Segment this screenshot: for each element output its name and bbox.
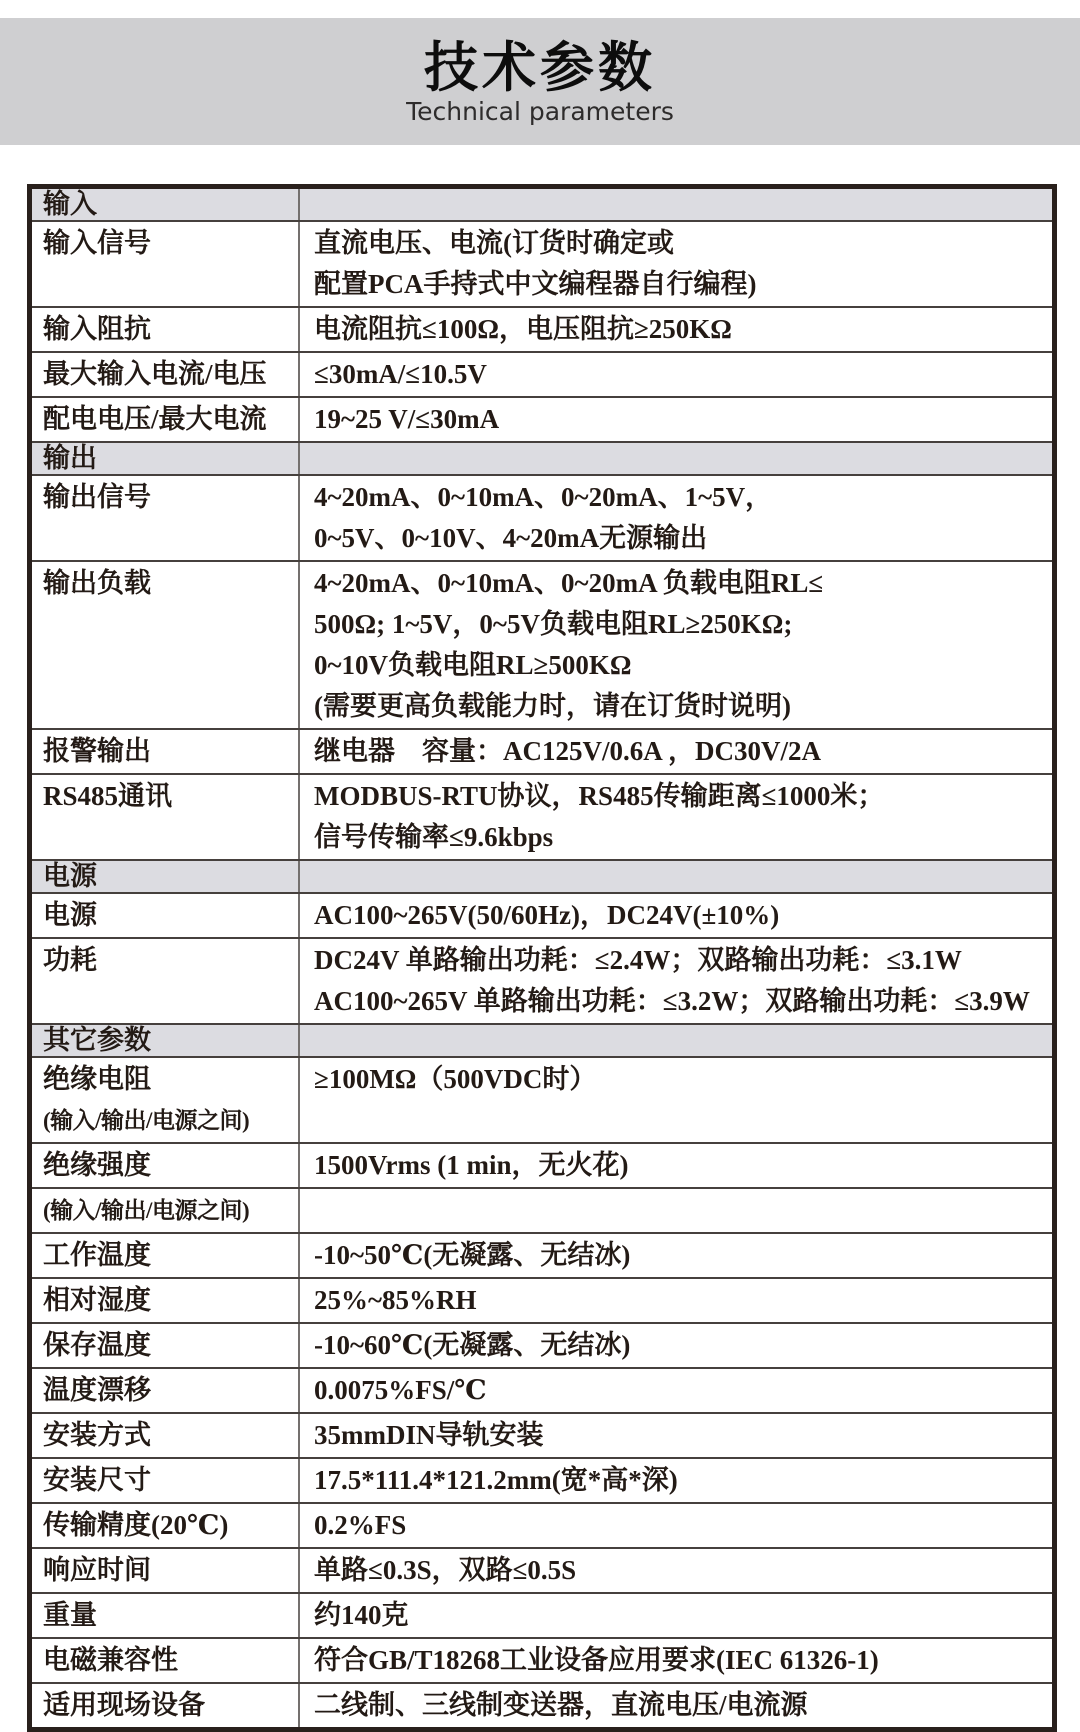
table-row: [32, 1142, 1052, 1187]
table-row: [32, 1502, 1052, 1547]
param-value-cell: [300, 1144, 1052, 1187]
param-label-cell: [32, 1684, 300, 1727]
page-subtitle: Technical parameters: [406, 97, 674, 126]
param-value: 4~20mA、0~10mA、0~20mA 负载电阻RL≤: [314, 568, 824, 598]
section-title: 其它参数: [43, 1025, 151, 1055]
param-label: 相对湿度: [43, 1285, 151, 1315]
param-value: 电流阻抗≤100Ω，电压阻抗≥250KΩ: [314, 314, 732, 344]
param-label: 报警输出: [43, 736, 151, 766]
param-value: (需要更高负载能力时，请在订货时说明): [314, 691, 791, 721]
param-label: 保存温度: [43, 1330, 151, 1360]
param-value: 19~25 V/≤30mA: [314, 404, 500, 434]
table-section-row: [32, 189, 1052, 220]
table-row: [32, 1592, 1052, 1637]
param-label-cell: [32, 1144, 300, 1187]
param-value: 0~5V、0~10V、4~20mA无源输出: [314, 523, 708, 553]
table-row: [32, 1412, 1052, 1457]
param-value-cell: [300, 222, 1052, 306]
param-value: 0~10V负载电阻RL≥500KΩ: [314, 650, 632, 680]
param-label-cell: [32, 1414, 300, 1457]
param-value-cell: [300, 1189, 1052, 1232]
param-label-cell: [32, 562, 300, 728]
section-title: 输出: [43, 443, 97, 473]
param-value-cell: [300, 1369, 1052, 1412]
param-value: 二线制、三线制变送器，直流电压/电流源: [314, 1690, 808, 1720]
param-label-cell: [32, 443, 300, 474]
param-value-cell: [300, 939, 1052, 1023]
param-label: 温度漂移: [43, 1375, 151, 1405]
param-label-cell: [32, 308, 300, 351]
param-label: 安装尺寸: [43, 1465, 151, 1495]
param-label: 输出信号: [43, 482, 151, 512]
param-label: 适用现场设备: [43, 1690, 205, 1720]
table-section-row: [32, 859, 1052, 892]
param-label: 配电电压/最大电流: [43, 404, 267, 434]
param-value-cell: [300, 861, 1052, 892]
param-value-cell: [300, 1594, 1052, 1637]
param-value: -10~60℃(无凝露、无结冰): [314, 1330, 631, 1360]
table-row: [32, 1547, 1052, 1592]
table-section-row: [32, 1023, 1052, 1056]
param-label: 输入阻抗: [43, 314, 151, 344]
param-label: (输入/输出/电源之间): [43, 1198, 250, 1223]
param-label: 传输精度(20℃): [43, 1510, 229, 1540]
param-label-cell: [32, 1189, 300, 1232]
param-label-cell: [32, 1504, 300, 1547]
param-label-cell: [32, 398, 300, 441]
param-label: (输入/输出/电源之间): [43, 1108, 250, 1133]
param-label-cell: [32, 861, 300, 892]
param-value-cell: [300, 1684, 1052, 1727]
param-label: 功耗: [43, 945, 97, 975]
table-row: [32, 937, 1052, 1023]
param-label: 电磁兼容性: [43, 1645, 178, 1675]
param-label-cell: [32, 730, 300, 773]
table-row: [32, 560, 1052, 728]
table-row: [32, 1682, 1052, 1727]
title-banner: [0, 18, 1080, 145]
param-value-cell: [300, 894, 1052, 937]
param-value-cell: [300, 398, 1052, 441]
param-label-cell: [32, 1639, 300, 1682]
param-label-cell: [32, 894, 300, 937]
param-value-cell: [300, 1324, 1052, 1367]
param-value: -10~50℃(无凝露、无结冰): [314, 1240, 631, 1270]
param-label-cell: [32, 1234, 300, 1277]
param-value: DC24V 单路输出功耗：≤2.4W；双路输出功耗：≤3.1W: [314, 945, 962, 975]
param-value: 信号传输率≤9.6kbps: [314, 822, 554, 852]
table-row: [32, 1322, 1052, 1367]
param-value: 直流电压、电流(订货时确定或: [314, 228, 674, 258]
param-label: 绝缘电阻: [43, 1064, 151, 1094]
param-value-cell: [300, 1025, 1052, 1056]
param-label: 绝缘强度: [43, 1150, 151, 1180]
table-row: [32, 892, 1052, 937]
section-title: 输入: [43, 189, 97, 219]
param-value: 17.5*111.4*121.2mm(宽*高*深): [314, 1465, 678, 1495]
param-label: RS485通讯: [43, 781, 173, 811]
page-title: 技术参数: [424, 36, 656, 99]
table-row: [32, 220, 1052, 306]
param-label: 重量: [43, 1600, 97, 1630]
param-label-cell: [32, 1459, 300, 1502]
param-label-cell: [32, 1279, 300, 1322]
param-label: 工作温度: [43, 1240, 151, 1270]
table-row: [32, 474, 1052, 560]
param-value: 符合GB/T18268工业设备应用要求(IEC 61326-1): [314, 1645, 879, 1675]
param-label: 输出负载: [43, 568, 151, 598]
param-value: 35mmDIN导轨安装: [314, 1420, 544, 1450]
param-value-cell: [300, 1279, 1052, 1322]
param-value-cell: [300, 1504, 1052, 1547]
param-label-cell: [32, 222, 300, 306]
param-value-cell: [300, 1234, 1052, 1277]
param-value-cell: [300, 308, 1052, 351]
table-row: [32, 1367, 1052, 1412]
table-row: [32, 728, 1052, 773]
table-row: [32, 773, 1052, 859]
param-value: 4~20mA、0~10mA、0~20mA、1~5V，: [314, 482, 773, 512]
table-row: [32, 1637, 1052, 1682]
param-value-cell: [300, 353, 1052, 396]
table-section-row: [32, 441, 1052, 474]
param-value-cell: [300, 443, 1052, 474]
table-row: [32, 306, 1052, 351]
param-label-cell: [32, 1058, 300, 1142]
param-label: 安装方式: [43, 1420, 151, 1450]
table-row: [32, 1056, 1052, 1142]
param-value: AC100~265V 单路输出功耗：≤3.2W；双路输出功耗：≤3.9W: [314, 986, 1030, 1016]
param-value-cell: [300, 189, 1052, 220]
param-value: 25%~85%RH: [314, 1285, 477, 1315]
table-row: [32, 1457, 1052, 1502]
param-value: 配置PCA手持式中文编程器自行编程): [314, 269, 757, 299]
section-title: 电源: [43, 861, 97, 891]
param-value: 单路≤0.3S，双路≤0.5S: [314, 1555, 577, 1585]
param-value: ≤30mA/≤10.5V: [314, 359, 487, 389]
param-label-cell: [32, 476, 300, 560]
param-value-cell: [300, 1459, 1052, 1502]
param-label-cell: [32, 353, 300, 396]
param-value-cell: [300, 1414, 1052, 1457]
param-value: ≥100MΩ（500VDC时）: [314, 1064, 597, 1094]
param-label-cell: [32, 189, 300, 220]
param-label: 电源: [43, 900, 97, 930]
param-label-cell: [32, 1369, 300, 1412]
param-value-cell: [300, 1639, 1052, 1682]
param-value-cell: [300, 1549, 1052, 1592]
param-label: 输入信号: [43, 228, 151, 258]
param-label-cell: [32, 1594, 300, 1637]
param-value: 0.2%FS: [314, 1510, 407, 1540]
param-label-cell: [32, 939, 300, 1023]
table-row: [32, 396, 1052, 441]
param-label-cell: [32, 775, 300, 859]
param-value-cell: [300, 730, 1052, 773]
param-value: 1500Vrms (1 min，无火花): [314, 1150, 629, 1180]
table-row: [32, 1187, 1052, 1232]
param-value-cell: [300, 775, 1052, 859]
param-value-cell: [300, 1058, 1052, 1142]
param-value: 约140克: [314, 1600, 409, 1630]
param-label-cell: [32, 1324, 300, 1367]
param-value: 500Ω; 1~5V，0~5V负载电阻RL≥250KΩ;: [314, 609, 793, 639]
param-value: 0.0075%FS/℃: [314, 1375, 487, 1405]
param-label: 最大输入电流/电压: [43, 359, 267, 389]
param-value-cell: [300, 476, 1052, 560]
param-label: 响应时间: [43, 1555, 151, 1585]
param-value: 继电器 容量：AC125V/0.6A ，DC30V/2A: [314, 736, 822, 766]
table-row: [32, 351, 1052, 396]
table-row: [32, 1277, 1052, 1322]
spec-table: [27, 184, 1057, 1732]
param-value: MODBUS-RTU协议，RS485传输距离≤1000米；: [314, 781, 885, 811]
param-value-cell: [300, 562, 1052, 728]
param-label-cell: [32, 1025, 300, 1056]
table-row: [32, 1232, 1052, 1277]
param-value: AC100~265V(50/60Hz)，DC24V(±10%): [314, 900, 780, 930]
param-label-cell: [32, 1549, 300, 1592]
